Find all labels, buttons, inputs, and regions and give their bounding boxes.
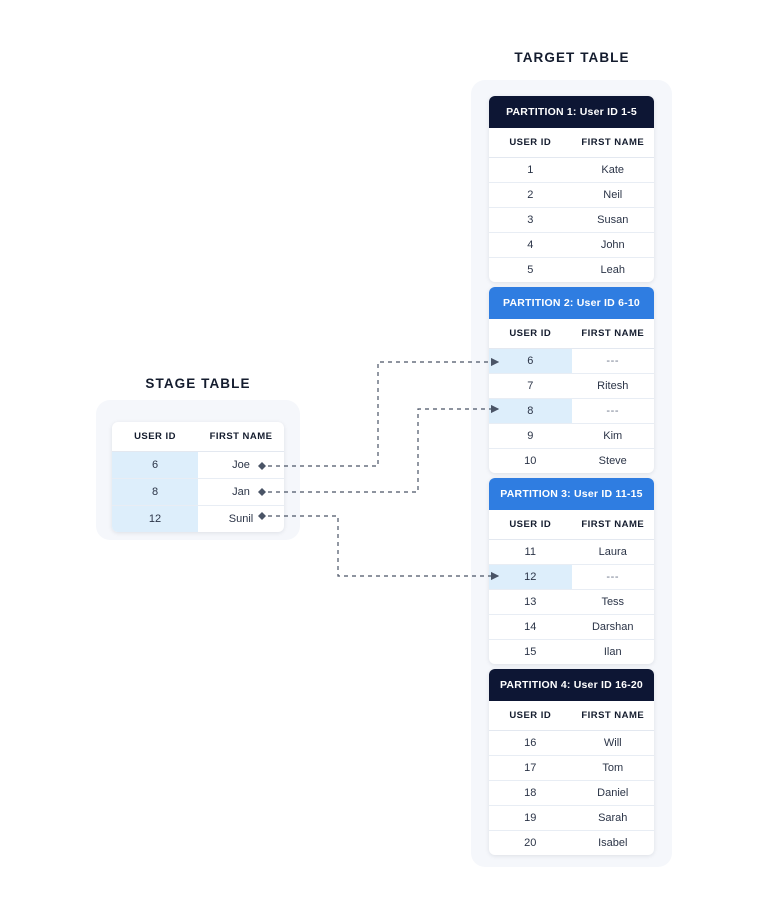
- cell-user-id: 13: [489, 590, 572, 615]
- cell-user-id: 2: [489, 183, 572, 208]
- cell-user-id: 15: [524, 646, 537, 658]
- column-header-user-id: USER ID: [489, 128, 572, 158]
- cell-first-name: Neil: [572, 183, 655, 208]
- cell-user-id: 10: [524, 455, 537, 467]
- cell-user-id: 5: [527, 264, 534, 276]
- cell-first-name: Joe: [198, 452, 284, 479]
- table-header-row: [489, 319, 654, 349]
- cell-first-name: Will: [572, 731, 655, 756]
- table-row: [489, 615, 654, 640]
- table-row: [112, 506, 284, 533]
- table-row: [489, 374, 654, 399]
- cell-first-name: John: [572, 233, 655, 258]
- cell-user-id: 16: [489, 731, 572, 756]
- partition-2-table: [489, 287, 654, 473]
- table-header-row: [112, 422, 284, 452]
- table-row: [489, 731, 654, 756]
- column-header-first-name: FIRST NAME: [572, 128, 655, 158]
- table-row: [489, 781, 654, 806]
- connector-line-12: [268, 516, 498, 576]
- cell-user-id: 14: [489, 615, 572, 640]
- partition-4-table: [489, 669, 654, 855]
- table-row: [112, 452, 284, 479]
- cell-first-name: Kim: [572, 424, 655, 449]
- table-row: [489, 565, 654, 590]
- column-header-user-id: USER ID: [489, 701, 572, 731]
- table-row: [489, 158, 654, 183]
- stage-table: [112, 422, 284, 532]
- cell-user-id: 9: [489, 424, 572, 449]
- table-row: [489, 540, 654, 565]
- table-header-row: [489, 128, 654, 158]
- cell-first-name: Tom: [572, 756, 655, 781]
- table-row: [489, 424, 654, 449]
- cell-first-name: Sarah: [572, 806, 655, 831]
- column-header-first-name: FIRST NAME: [572, 319, 655, 349]
- cell-first-name: Steve: [598, 455, 627, 467]
- column-header-user-id: USER ID: [112, 422, 198, 452]
- table-header-row: [489, 701, 654, 731]
- partition-1-table: [489, 96, 654, 282]
- table-row: [489, 806, 654, 831]
- cell-user-id: 17: [489, 756, 572, 781]
- cell-user-id: 8: [112, 479, 198, 506]
- table-row: [489, 349, 654, 374]
- cell-user-id: 4: [489, 233, 572, 258]
- cell-first-name: Sunil: [228, 513, 254, 525]
- table-header-row: [489, 510, 654, 540]
- cell-user-id: 18: [489, 781, 572, 806]
- cell-user-id: 6: [489, 349, 572, 374]
- table-row: [489, 756, 654, 781]
- cell-first-name: Jan: [198, 479, 284, 506]
- cell-user-id: 1: [489, 158, 572, 183]
- column-header-first-name: FIRST NAME: [198, 422, 284, 452]
- cell-user-id: 12: [112, 506, 198, 533]
- table-row: [489, 399, 654, 424]
- stage-table-title: STAGE TABLE: [145, 376, 251, 391]
- cell-user-id: 8: [489, 399, 572, 424]
- table-row: [489, 640, 654, 665]
- partition-3-header: PARTITION 3: User ID 11-15: [489, 478, 654, 510]
- table-row: [489, 590, 654, 615]
- cell-first-name: Kate: [572, 158, 655, 183]
- cell-first-name: Darshan: [572, 615, 655, 640]
- cell-first-name: Laura: [572, 540, 655, 565]
- cell-first-name: ---: [572, 565, 655, 590]
- cell-user-id: 7: [489, 374, 572, 399]
- partition-3-table: [489, 478, 654, 664]
- column-header-user-id: USER ID: [489, 510, 572, 540]
- partition-2-header: PARTITION 2: User ID 6-10: [489, 287, 654, 319]
- connector-line-8: [268, 409, 498, 492]
- table-row: [489, 258, 654, 283]
- cell-first-name: Leah: [600, 264, 625, 276]
- stage-table-grid: [112, 422, 284, 532]
- column-header-first-name: FIRST NAME: [572, 510, 655, 540]
- cell-first-name: ---: [572, 399, 655, 424]
- table-row: [489, 183, 654, 208]
- target-table-title: TARGET TABLE: [514, 50, 630, 65]
- connector-line-6: [268, 362, 498, 466]
- partition-4-grid: [489, 701, 654, 855]
- cell-first-name: Ritesh: [572, 374, 655, 399]
- cell-first-name: Tess: [572, 590, 655, 615]
- column-header-first-name: FIRST NAME: [572, 701, 655, 731]
- cell-first-name: ---: [572, 349, 655, 374]
- cell-first-name: Ilan: [603, 646, 622, 658]
- partition-2-grid: [489, 319, 654, 473]
- cell-user-id: 12: [489, 565, 572, 590]
- table-row: [112, 479, 284, 506]
- cell-user-id: 6: [112, 452, 198, 479]
- cell-user-id: 11: [489, 540, 572, 565]
- cell-user-id: 20: [524, 837, 537, 849]
- table-row: [489, 449, 654, 474]
- cell-first-name: Susan: [572, 208, 655, 233]
- column-header-user-id: USER ID: [489, 319, 572, 349]
- partition-3-grid: [489, 510, 654, 664]
- table-row: [489, 208, 654, 233]
- cell-first-name: Daniel: [572, 781, 655, 806]
- cell-first-name: Isabel: [598, 837, 628, 849]
- table-row: [489, 831, 654, 856]
- table-row: [489, 233, 654, 258]
- partition-1-grid: [489, 128, 654, 282]
- cell-user-id: 3: [489, 208, 572, 233]
- cell-user-id: 19: [489, 806, 572, 831]
- partition-1-header: PARTITION 1: User ID 1-5: [489, 96, 654, 128]
- partition-4-header: PARTITION 4: User ID 16-20: [489, 669, 654, 701]
